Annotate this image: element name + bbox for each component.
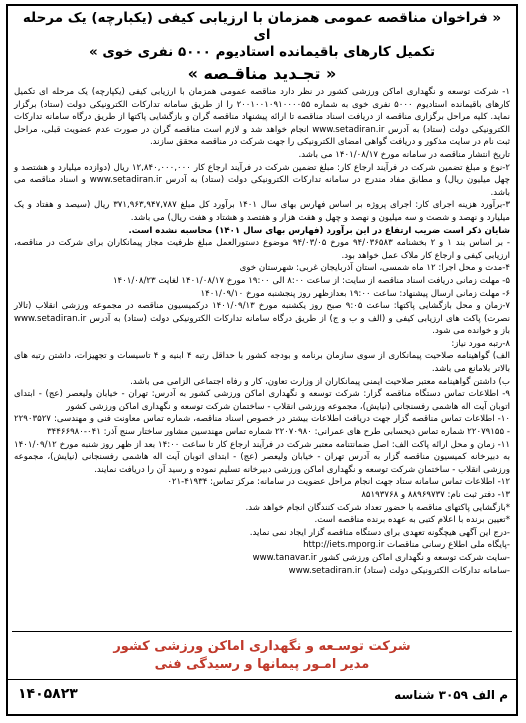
paragraph-13: ب) داشتن گواهینامه معتبر صلاحیت ایمنی پیمانکاران از وزارت تعاون، کار و رفاه اجتماعی الزامی می باشد. [130,376,510,387]
paragraph-16: ۱۱- زمان و محل ارائه پاکت الف: اصل ضمانتنامه معتبر شرکت در فرآیند ارجاع کار تا ساعت ۱۴:۰۰ بعد از ظهر روز شنبه مورخ ۱۴۰۱/۰۹/۱۲ به دبیرخانه کمیسیون مناقصه گزار به آدرس تهران - خیابان ولیعصر (عج) - ابتدای اتوبان آیت اله هاشمی رفسنجانی (نیایش)، مجموعه ورزشی انقلاب - ساختمان شرکت توسعه و نگهداری اماکن ورزشی دبیرخانه تسلیم نموده و رسید آن را دریافت نمایند. [14,439,510,475]
notice-title-line3: « تجـدید مناقـصه » [187,64,337,83]
notice-title-line2: تکمیل کارهای باقیمانده استادیوم ۵۰۰۰ نفری خوی » [88,44,436,60]
paragraph-19: *بازگشایی پاکتهای مناقصه با حضور تعداد شرکت کنندگان انجام خواهد شد. [245,502,510,513]
paragraph-24: -سامانه تدارکات الکترونیکی دولت (ستاد) www.setadiran.ir [288,565,510,576]
paragraph-22: -پایگاه ملی اطلاع رسانی مناقصات http://iets.mporg.ir [303,540,510,551]
paragraph-1: ۱- شرکت توسعه و نگهداری اماکن ورزشی کشور در نظر دارد مناقصه عمومی همزمان با ارزیابی کیفی (یکپارچه) یک مرحله ای تکمیل کارهای باقیمانده استادیوم ۵۰۰۰ نفری خوی به شماره ۲۰۰۱۰۰۱۰۹۱۰۰۰۰۵۵ را از طریق سامانه تدارکات الکترونیکی دولت (ستاد) برگزار نماید. کلیه مراحل برگزاری مناقصه از دریافت اسناد مناقصه تا ارائه پیشنهاد مناقصه گران و بازگشایی پاکتها از طریق درگاه سامانه تدارکات الکترونیکی دولت (ستاد) به آدرس www.setadiran.ir انجام خواهد شد و لازم است مناقصه گران در صورت عدم عضویت قبلی، مراحل ثبت نام در سایت مذکور و دریافت گواهی امضای الکترونیکی را جهت شرکت در مناقصه محقق سازند. [14,87,511,148]
paragraph-5: شایان ذکر است ضریب ارتفاع در این برآورد (فهارس بهای سال ۱۴۰۱) محاسبه نشده است. [128,225,510,236]
paragraph-20: *تعیین برنده با اعلام کتبی به عهده برنده مناقصه است. [314,515,510,526]
paragraph-18: ۱۳- دفتر ثبت نام: ۸۸۹۶۹۷۳۷ و ۸۵۱۹۳۷۶۸ [361,490,510,500]
paragraph-2: تاریخ انتشار مناقصه در سامانه مورخ ۱۴۰۱/۰۸/۱۷ می باشد. [298,149,510,160]
company-name: شرکت توسـعه و نگهداری اماکن ورزشی کشور [113,639,411,654]
signature-box [12,631,512,680]
paragraph-4: ۳-برآورد هزینه اجرای کار: اجرای پروژه بر اساس فهارس بهای سال ۱۴۰۱ برآورد کل مبلغ ۳۷۱,۹۶۳,۹۴۷,۷۸۷ ریال (سیصد و هفتاد و یک میلیارد و نهصد و شصت و سه میلیون و نهصد و چهل و هفت هزار و هفتصد و هشتاد و هفت ریال) می باشد. [14,200,510,223]
paragraph-21: -درج این آگهی هیچگونه تعهدی برای دستگاه مناقصه گزار ایجاد نمی نماید. [249,527,510,538]
notice-body [14,86,510,577]
paragraph-10: ۷-زمان و محل بازگشایی پاکتها: ساعت ۹:۰۵ صبح روز یکشنبه مورخ ۱۴۰۱/۰۹/۱۳ درکمیسیون مناقصه در مجموعه ورزشی انقلاب (تالار نصرت) پاکت های ارزیابی کیفی و (الف و ب و ج) از طریق درگاه سامانه تدارکات الکترونیکی دولت (ستاد) به آدرس www.setadiran.ir باز و خوانده می شود. [14,301,510,337]
paragraph-9: ۶- مهلت زمانی ارسال پیشنهاد: ساعت ۱۹:۰۰ بعدازظهر روز پنجشنبه مورخ ۱۴۰۱/۰۹/۱۰ [200,288,510,299]
paragraph-23: -سایت شرکت توسعه و نگهداری اماکن ورزشی کشور www.tanavar.ir [252,552,510,563]
notice-header [8,6,516,85]
notice-code-label: م الف ۳۰۵۹ شناسه [394,688,508,702]
paragraph-7: ۴-مدت و محل اجرا: ۱۲ ماه شمسی، استان آذربایجان غربی: شهرستان خوی [239,263,510,274]
paragraph-15: ۱۰- اطلاعات تماس مناقصه گزار جهت دریافت اطلاعات بیشتر در خصوص اسناد مناقصه، شماره تماس معاونت فنی و مهندسی: ۲۲۹۰۳۵۲۷ - ۲۲۰۷۹۱۵۵ شماره تماس ذیحسابی طرح های عمرانی: ۲۲۰۷۰۹۸۰ شماره تماس مهندسین مشاور ساختار سنج آذر: ۰۴۱-۳۴۴۶۶۹۸۰ [14,414,510,438]
notice-frame [6,4,518,716]
paragraph-3: ۲-نوع و مبلغ تضمین شرکت در فرآیند ارجاع کار: مبلغ تضمین شرکت در فرآیند ارجاع کار ۱۲,۸۴۰,۰۰۰,۰۰۰ ریال (دوازده میلیارد و هشتصد و چهل میلیون ریال) و مطابق مفاد مندرج در سامانه تدارکات الکترونیکی دولت (ستاد) به آدرس www.setadiran.ir و اسناد مناقصه می باشد. [14,162,510,198]
paragraph-8: ۵- مهلت زمانی دریافت اسناد مناقصه از سایت: از ساعت ۸:۰۰ الی ۱۹:۰۰ مورخ ۱۴۰۱/۰۸/۱۷ لغایت ۱۴۰۱/۰۸/۲۳ [112,275,510,286]
paragraph-12: الف) گواهینامه صلاحیت پیمانکاری از سوی سازمان برنامه و بودجه کشور با حداقل رتبه ۴ ابنیه و ۴ تاسیسات و تجهیزات، داشتن رتبه های بالاتر بلامانع می باشد. [14,351,510,375]
paragraph-6: - بر اساس بند ۱ و ۲ بخشنامه ۹۴/۰۳۶۵۸۳ مورخ ۹۴/۰۳/۰۵ موضوع دستورالعمل مبلغ ظرفیت مجاز پیمانکاران برای شرکت در مناقصه، ارزیابی کیفی و ارجاع کار ملاک عمل خواهد بود. [14,238,510,261]
notice-code-number: ۱۴۰۵۸۲۳ [18,686,78,702]
notice-title-line1: « فراخوان مناقصه عمومی همزمان با ارزیابی کیفی (یکبارچه) یک مرحله ای [22,10,502,43]
code-strip [8,679,516,714]
department-name: مدیر امـور پیمانها و رسیدگی فنی [154,657,370,672]
paragraph-14: ۹- اطلاعات تماس دستگاه مناقصه گزار: شرکت توسعه و نگهداری اماکن ورزشی کشور به آدرس: تهران - خیابان ولیعصر (عج) - ابتدای اتوبان آیت اله هاشمی رفسنجانی (نیایش)، مجموعه ورزشی انقلاب - ساختمان شرکت توسعه و نگهداری اماکن ورزشی کشور [14,389,510,412]
paragraph-11: ۸-رتبه مورد نیاز: [451,338,510,349]
paragraph-17: ۱۲- اطلاعات تماس سامانه ستاد جهت انجام مراحل عضویت در سامانه: مرکز تماس: ۴۱۹۳۴-۰۲۱ [167,477,510,488]
